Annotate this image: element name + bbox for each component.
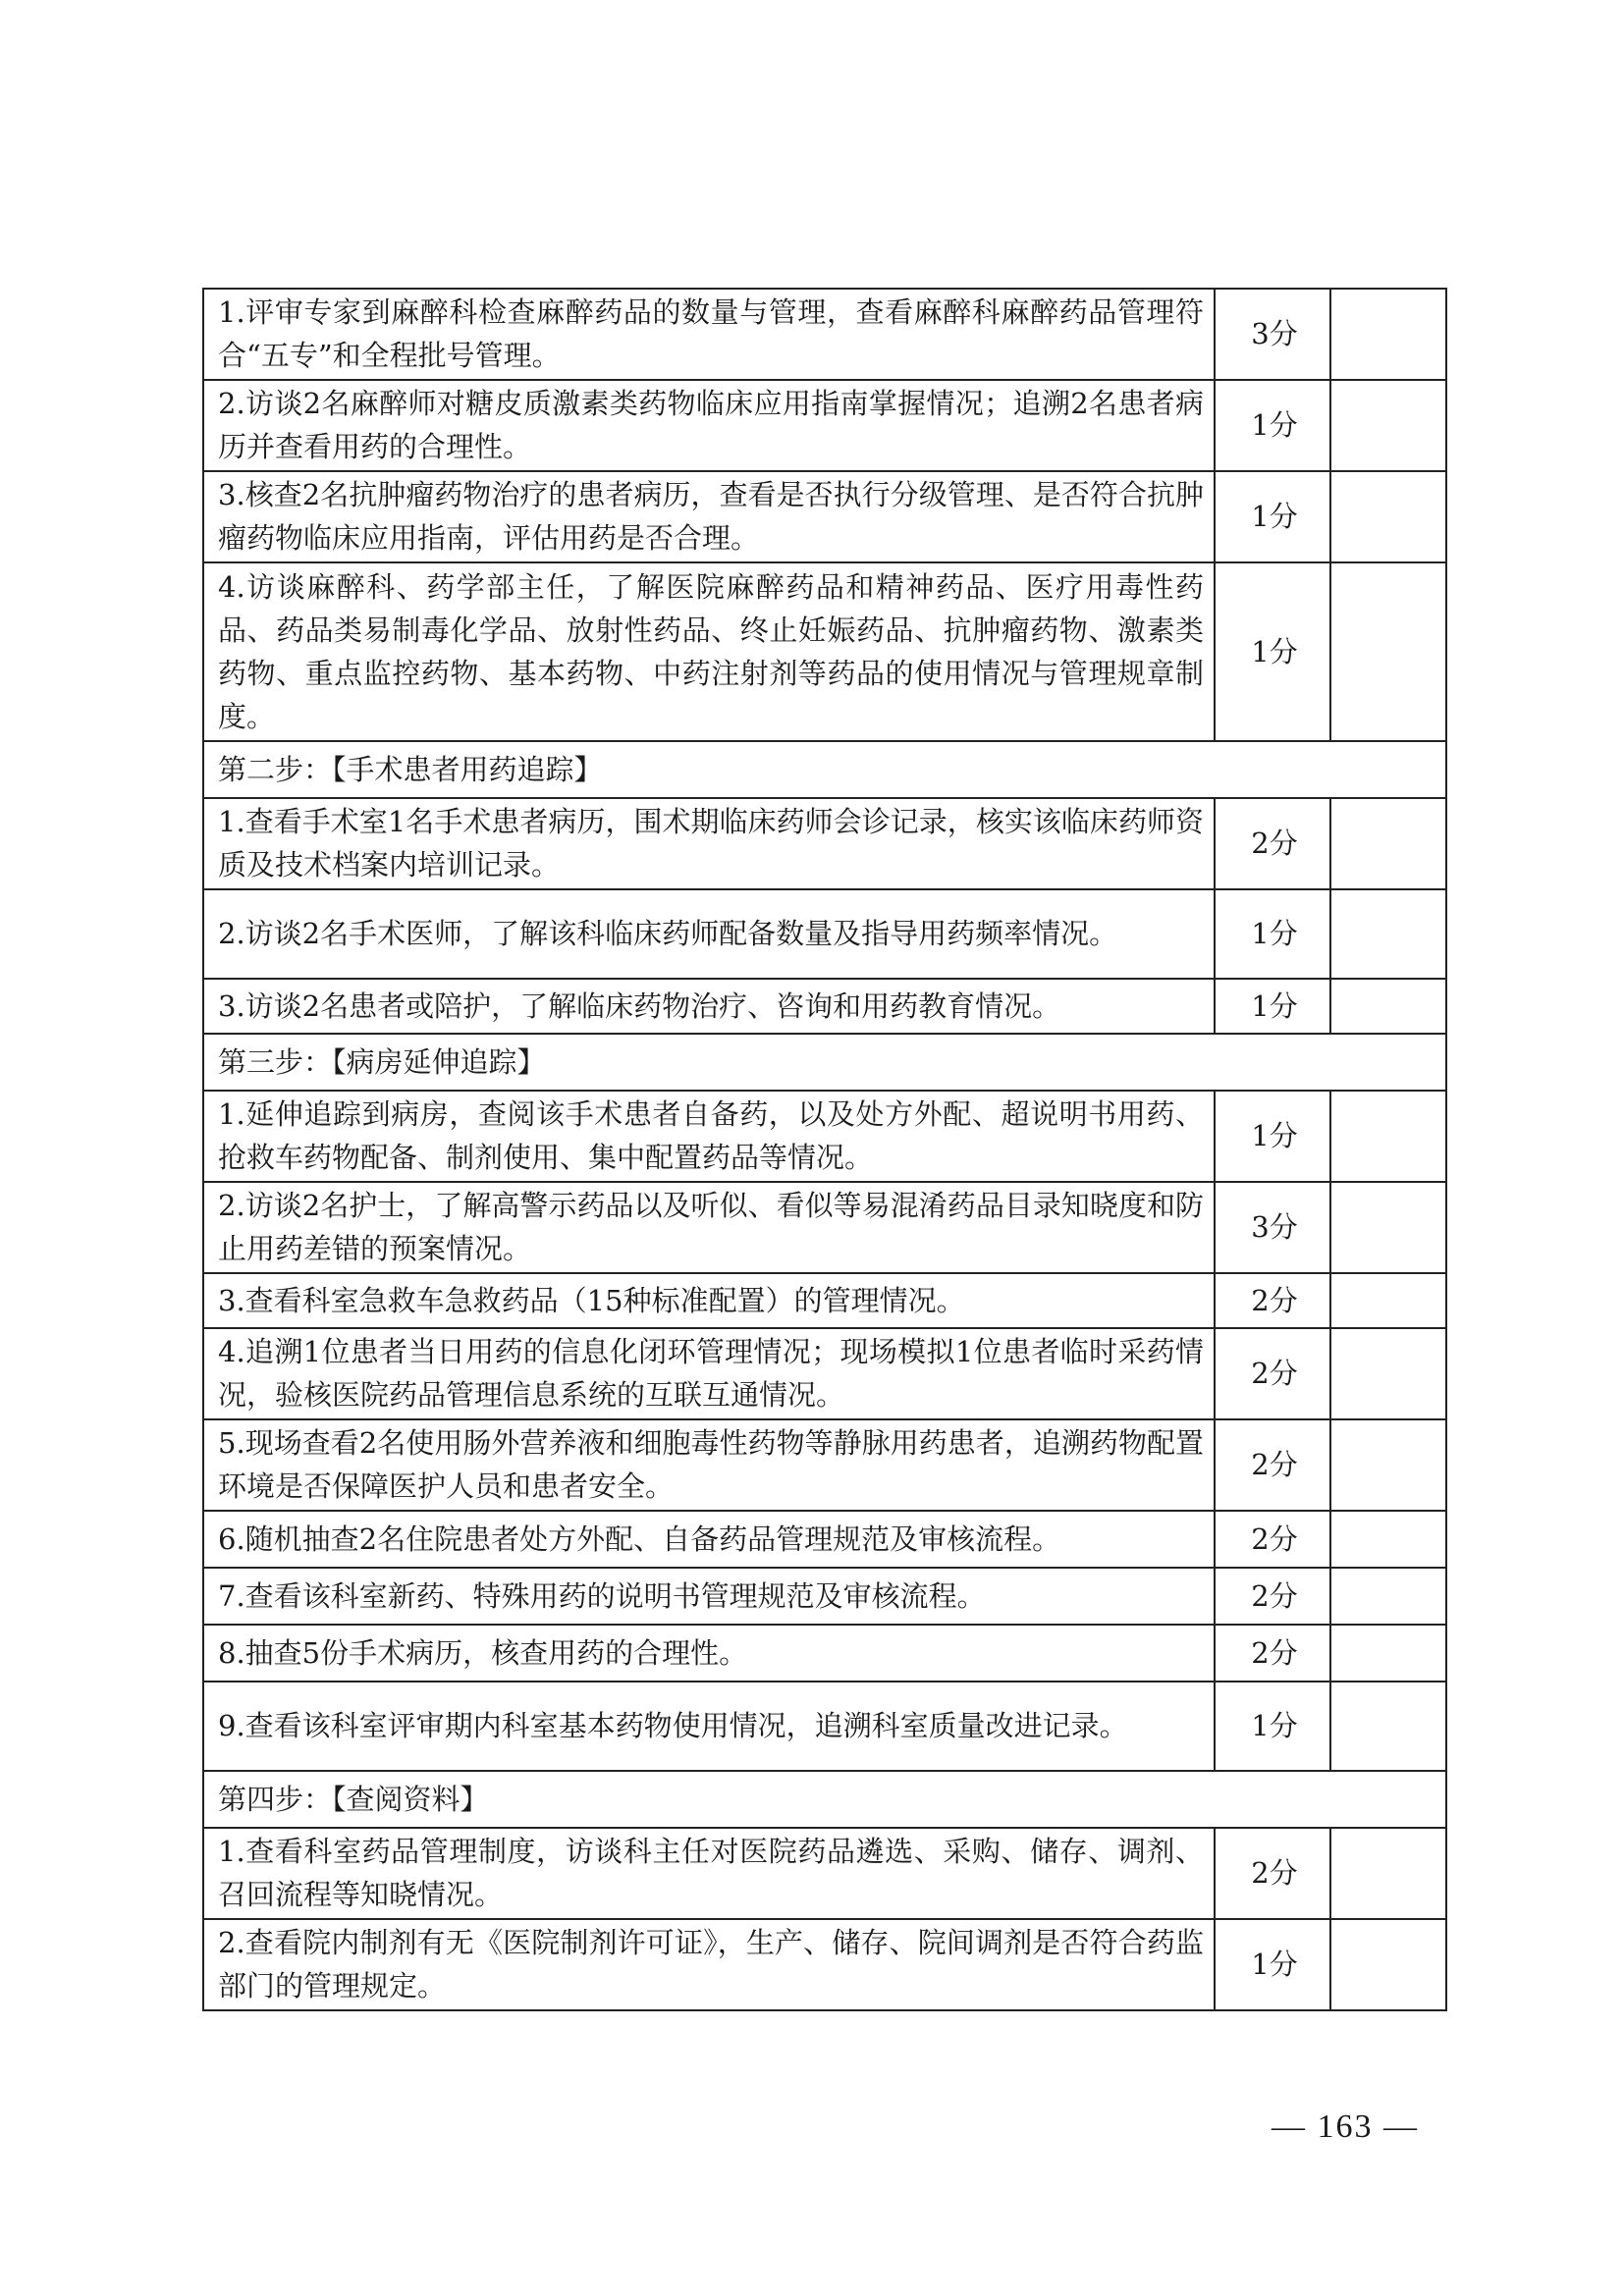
table-row [203, 380, 1446, 471]
table-row [203, 471, 1446, 562]
item-text: 3.核查2名抗肿瘤药物治疗的患者病历，查看是否执行分级管理、是否符合抗肿瘤药物临床应用指南，评估用药是否合理。 [203, 471, 1215, 562]
score-cell-empty [1330, 798, 1446, 889]
score-cell-empty [1330, 1419, 1446, 1511]
item-score: 1分 [1215, 1091, 1330, 1182]
item-text: 3.访谈2名患者或陪护，了解临床药物治疗、咨询和用药教育情况。 [203, 979, 1215, 1034]
item-text: 1.查看手术室1名手术患者病历，围术期临床药师会诊记录，核实该临床药师资质及技术档案内培训记录。 [203, 798, 1215, 889]
table-row [203, 979, 1446, 1034]
item-score: 2分 [1215, 1568, 1330, 1625]
item-score: 1分 [1215, 380, 1330, 471]
section-header-row [203, 1034, 1446, 1091]
table-row [203, 1419, 1446, 1511]
item-text: 2.访谈2名手术医师，了解该科临床药师配备数量及指导用药频率情况。 [203, 889, 1215, 979]
section-header-row [203, 1771, 1446, 1828]
item-score: 1分 [1215, 562, 1330, 741]
score-cell-empty [1330, 889, 1446, 979]
item-text: 2.查看院内制剂有无《医院制剂许可证》，生产、储存、院间调剂是否符合药监部门的管理规定。 [203, 1919, 1215, 2010]
item-text: 7.查看该科室新药、特殊用药的说明书管理规范及审核流程。 [203, 1568, 1215, 1625]
section-header-row [203, 741, 1446, 798]
score-cell-empty [1330, 1273, 1446, 1328]
item-score: 1分 [1215, 889, 1330, 979]
item-score: 3分 [1215, 289, 1330, 380]
score-cell-empty [1330, 562, 1446, 741]
section-title: 第三步：【病房延伸追踪】 [203, 1034, 1446, 1091]
item-score: 3分 [1215, 1182, 1330, 1273]
score-cell-empty [1330, 1828, 1446, 1919]
score-cell-empty [1330, 979, 1446, 1034]
item-text: 1.延伸追踪到病房，查阅该手术患者自备药，以及处方外配、超说明书用药、抢救车药物配备、制剂使用、集中配置药品等情况。 [203, 1091, 1215, 1182]
score-cell-empty [1330, 380, 1446, 471]
table-row [203, 1682, 1446, 1771]
score-cell-empty [1330, 1682, 1446, 1771]
section-title: 第四步：【查阅资料】 [203, 1771, 1446, 1828]
item-score: 2分 [1215, 798, 1330, 889]
item-text: 9.查看该科室评审期内科室基本药物使用情况，追溯科室质量改进记录。 [203, 1682, 1215, 1771]
evaluation-table [202, 288, 1447, 2011]
score-cell-empty [1330, 1568, 1446, 1625]
item-text: 1.评审专家到麻醉科检查麻醉药品的数量与管理，查看麻醉科麻醉药品管理符合“五专”和全程批号管理。 [203, 289, 1215, 380]
score-cell-empty [1330, 1625, 1446, 1682]
score-cell-empty [1330, 1328, 1446, 1419]
score-cell-empty [1330, 1091, 1446, 1182]
score-cell-empty [1330, 1182, 1446, 1273]
evaluation-sheet [202, 288, 1445, 2011]
page-number: — 163 — [1272, 2109, 1419, 2145]
item-score: 1分 [1215, 1919, 1330, 2010]
item-score: 1分 [1215, 979, 1330, 1034]
score-cell-empty [1330, 471, 1446, 562]
item-score: 2分 [1215, 1828, 1330, 1919]
table-row [203, 889, 1446, 979]
table-row [203, 1625, 1446, 1682]
table-row [203, 1568, 1446, 1625]
item-score: 1分 [1215, 471, 1330, 562]
item-text: 6.随机抽查2名住院患者处方外配、自备药品管理规范及审核流程。 [203, 1511, 1215, 1568]
table-row [203, 1919, 1446, 2010]
item-text: 4.追溯1位患者当日用药的信息化闭环管理情况；现场模拟1位患者临时采药情况，验核医院药品管理信息系统的互联互通情况。 [203, 1328, 1215, 1419]
item-score: 2分 [1215, 1328, 1330, 1419]
section-title: 第二步：【手术患者用药追踪】 [203, 741, 1446, 798]
item-text: 2.访谈2名护士，了解高警示药品以及听似、看似等易混淆药品目录知晓度和防止用药差错的预案情况。 [203, 1182, 1215, 1273]
table-row [203, 1273, 1446, 1328]
score-cell-empty [1330, 1919, 1446, 2010]
item-text: 4.访谈麻醉科、药学部主任，了解医院麻醉药品和精神药品、医疗用毒性药品、药品类易制毒化学品、放射性药品、终止妊娠药品、抗肿瘤药物、激素类药物、重点监控药物、基本药物、中药注射剂等药品的使用情况与管理规章制度。 [203, 562, 1215, 741]
score-cell-empty [1330, 289, 1446, 380]
item-text: 5.现场查看2名使用肠外营养液和细胞毒性药物等静脉用药患者，追溯药物配置环境是否保障医护人员和患者安全。 [203, 1419, 1215, 1511]
table-row [203, 798, 1446, 889]
table-row [203, 1091, 1446, 1182]
score-cell-empty [1330, 1511, 1446, 1568]
item-text: 2.访谈2名麻醉师对糖皮质激素类药物临床应用指南掌握情况；追溯2名患者病历并查看用药的合理性。 [203, 380, 1215, 471]
table-row [203, 1182, 1446, 1273]
table-row [203, 289, 1446, 380]
item-score: 1分 [1215, 1682, 1330, 1771]
table-row [203, 1328, 1446, 1419]
item-score: 2分 [1215, 1625, 1330, 1682]
table-row [203, 1511, 1446, 1568]
item-text: 3.查看科室急救车急救药品（15种标准配置）的管理情况。 [203, 1273, 1215, 1328]
item-score: 2分 [1215, 1419, 1330, 1511]
item-text: 1.查看科室药品管理制度，访谈科主任对医院药品遴选、采购、储存、调剂、召回流程等知晓情况。 [203, 1828, 1215, 1919]
item-score: 2分 [1215, 1511, 1330, 1568]
table-row [203, 562, 1446, 741]
item-score: 2分 [1215, 1273, 1330, 1328]
table-row [203, 1828, 1446, 1919]
item-text: 8.抽查5份手术病历，核查用药的合理性。 [203, 1625, 1215, 1682]
